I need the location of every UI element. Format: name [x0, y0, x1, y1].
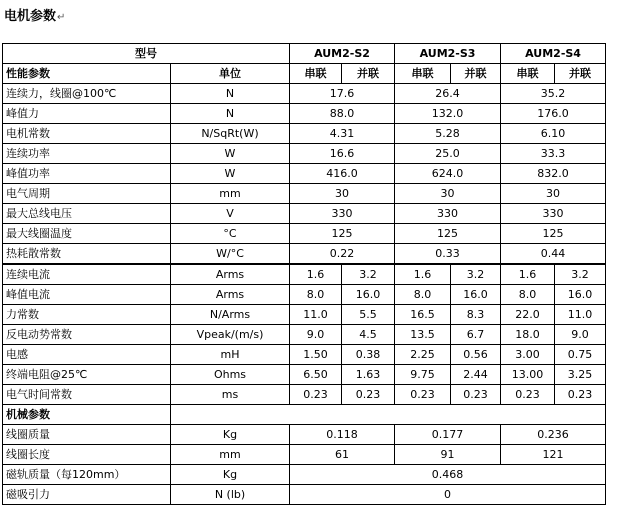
table-row — [3, 345, 606, 365]
param-value: 0.468 — [290, 465, 606, 485]
mech-section-label: 机械参数 — [3, 405, 171, 425]
param-value: 8.0 — [395, 285, 451, 305]
param-value: 832.0 — [501, 164, 606, 184]
model-header-row — [3, 44, 606, 64]
table-row — [3, 385, 606, 405]
parallel-label: 并联 — [555, 64, 606, 84]
param-value: 9.75 — [395, 365, 451, 385]
param-name: 电机常数 — [3, 124, 171, 144]
param-value: 3.2 — [555, 264, 606, 285]
param-name: 磁轨质量（每120mm） — [3, 465, 171, 485]
series-label: 串联 — [290, 64, 342, 84]
param-name: 磁吸引力 — [3, 485, 171, 505]
param-value: 3.2 — [342, 264, 395, 285]
model-name: AUM2-S3 — [395, 44, 501, 64]
table-row — [3, 325, 606, 345]
table-row — [3, 305, 606, 325]
table-row — [3, 204, 606, 224]
param-value: 16.0 — [555, 285, 606, 305]
table-row — [3, 184, 606, 204]
param-name: 热耗散常数 — [3, 244, 171, 265]
param-value: 0.75 — [555, 345, 606, 365]
param-value: 6.7 — [451, 325, 501, 345]
page-title-text: 电机参数 — [4, 9, 57, 24]
param-name: 峰值电流 — [3, 285, 171, 305]
param-unit: N (lb) — [171, 485, 290, 505]
param-unit: °C — [171, 224, 290, 244]
table-row — [3, 264, 606, 285]
param-value: 0.22 — [290, 244, 395, 265]
param-value: 0.23 — [501, 385, 555, 405]
param-value: 0.23 — [451, 385, 501, 405]
param-name: 电气周期 — [3, 184, 171, 204]
param-value: 30 — [395, 184, 501, 204]
param-name: 电气时间常数 — [3, 385, 171, 405]
param-value: 132.0 — [395, 104, 501, 124]
param-value: 330 — [501, 204, 606, 224]
param-value: 1.50 — [290, 345, 342, 365]
param-value: 0 — [290, 485, 606, 505]
param-unit: mm — [171, 445, 290, 465]
param-value: 1.6 — [395, 264, 451, 285]
mech-section-row — [3, 405, 606, 425]
param-value: 30 — [290, 184, 395, 204]
param-name: 连续力，线圈@100℃ — [3, 84, 171, 104]
param-value: 11.0 — [290, 305, 342, 325]
param-value: 6.10 — [501, 124, 606, 144]
param-unit: N/SqRt(W) — [171, 124, 290, 144]
param-value: 5.5 — [342, 305, 395, 325]
param-value: 0.236 — [501, 425, 606, 445]
param-value: 13.00 — [501, 365, 555, 385]
param-name: 线圈长度 — [3, 445, 171, 465]
param-value: 4.31 — [290, 124, 395, 144]
param-value: 0.33 — [395, 244, 501, 265]
param-value: 125 — [501, 224, 606, 244]
param-value: 125 — [395, 224, 501, 244]
paragraph-mark-icon: ↵ — [57, 12, 66, 23]
param-value: 88.0 — [290, 104, 395, 124]
param-name: 反电动势常数 — [3, 325, 171, 345]
param-value: 25.0 — [395, 144, 501, 164]
page-title — [4, 5, 65, 24]
param-unit: Kg — [171, 425, 290, 445]
table-row — [3, 244, 606, 265]
param-name: 力常数 — [3, 305, 171, 325]
perf-header-row — [3, 64, 606, 84]
param-value: 16.5 — [395, 305, 451, 325]
table-row — [3, 164, 606, 184]
param-value: 9.0 — [290, 325, 342, 345]
param-name: 峰值力 — [3, 104, 171, 124]
param-value: 0.23 — [555, 385, 606, 405]
param-value: 330 — [395, 204, 501, 224]
param-value: 3.2 — [451, 264, 501, 285]
param-name: 终端电阻@25℃ — [3, 365, 171, 385]
param-value: 3.25 — [555, 365, 606, 385]
table-row — [3, 445, 606, 465]
param-value: 9.0 — [555, 325, 606, 345]
param-value: 11.0 — [555, 305, 606, 325]
param-name: 线圈质量 — [3, 425, 171, 445]
table-row — [3, 84, 606, 104]
param-value: 17.6 — [290, 84, 395, 104]
param-value: 624.0 — [395, 164, 501, 184]
param-unit: Vpeak/(m/s) — [171, 325, 290, 345]
param-value: 2.44 — [451, 365, 501, 385]
param-unit: W/°C — [171, 244, 290, 265]
param-value: 5.28 — [395, 124, 501, 144]
param-unit: Arms — [171, 264, 290, 285]
param-name: 连续功率 — [3, 144, 171, 164]
param-value: 4.5 — [342, 325, 395, 345]
model-name: AUM2-S2 — [290, 44, 395, 64]
parallel-label: 并联 — [451, 64, 501, 84]
table-row — [3, 144, 606, 164]
param-value: 0.56 — [451, 345, 501, 365]
param-value: 8.0 — [290, 285, 342, 305]
model-name: AUM2-S4 — [501, 44, 606, 64]
param-unit: Ohms — [171, 365, 290, 385]
param-value: 1.6 — [290, 264, 342, 285]
param-value: 8.0 — [501, 285, 555, 305]
param-unit: ms — [171, 385, 290, 405]
table-row — [3, 124, 606, 144]
param-value: 61 — [290, 445, 395, 465]
param-unit: N — [171, 84, 290, 104]
parallel-label: 并联 — [342, 64, 395, 84]
param-name: 最大线圈温度 — [3, 224, 171, 244]
param-value: 91 — [395, 445, 501, 465]
param-unit: Arms — [171, 285, 290, 305]
param-value: 16.0 — [342, 285, 395, 305]
table-row — [3, 285, 606, 305]
table-row — [3, 224, 606, 244]
perf-section-label: 性能参数 — [3, 64, 171, 84]
param-value: 0.23 — [395, 385, 451, 405]
param-value: 30 — [501, 184, 606, 204]
param-value: 121 — [501, 445, 606, 465]
param-value: 22.0 — [501, 305, 555, 325]
param-unit: W — [171, 164, 290, 184]
table-row — [3, 365, 606, 385]
param-value: 330 — [290, 204, 395, 224]
param-unit: Kg — [171, 465, 290, 485]
param-value: 0.118 — [290, 425, 395, 445]
param-value: 2.25 — [395, 345, 451, 365]
empty-cell — [171, 405, 606, 425]
param-value: 0.23 — [290, 385, 342, 405]
param-value: 33.3 — [501, 144, 606, 164]
param-value: 13.5 — [395, 325, 451, 345]
table-row — [3, 485, 606, 505]
table-row — [3, 465, 606, 485]
param-value: 3.00 — [501, 345, 555, 365]
param-value: 35.2 — [501, 84, 606, 104]
param-name: 最大总线电压 — [3, 204, 171, 224]
series-label: 串联 — [501, 64, 555, 84]
param-value: 125 — [290, 224, 395, 244]
param-value: 176.0 — [501, 104, 606, 124]
table-row — [3, 425, 606, 445]
param-name: 电感 — [3, 345, 171, 365]
param-value: 8.3 — [451, 305, 501, 325]
param-unit: N/Arms — [171, 305, 290, 325]
param-value: 416.0 — [290, 164, 395, 184]
unit-column-label: 单位 — [171, 64, 290, 84]
param-value: 0.23 — [342, 385, 395, 405]
param-unit: N — [171, 104, 290, 124]
param-value: 1.63 — [342, 365, 395, 385]
param-unit: mm — [171, 184, 290, 204]
param-unit: mH — [171, 345, 290, 365]
param-value: 0.177 — [395, 425, 501, 445]
model-label: 型号 — [3, 44, 290, 64]
param-value: 16.6 — [290, 144, 395, 164]
table-row — [3, 104, 606, 124]
param-value: 0.38 — [342, 345, 395, 365]
param-value: 16.0 — [451, 285, 501, 305]
param-value: 0.44 — [501, 244, 606, 265]
param-name: 连续电流 — [3, 264, 171, 285]
motor-parameters-table — [2, 43, 606, 505]
param-value: 1.6 — [501, 264, 555, 285]
param-value: 6.50 — [290, 365, 342, 385]
param-name: 峰值功率 — [3, 164, 171, 184]
param-unit: W — [171, 144, 290, 164]
param-value: 26.4 — [395, 84, 501, 104]
series-label: 串联 — [395, 64, 451, 84]
param-value: 18.0 — [501, 325, 555, 345]
param-unit: V — [171, 204, 290, 224]
